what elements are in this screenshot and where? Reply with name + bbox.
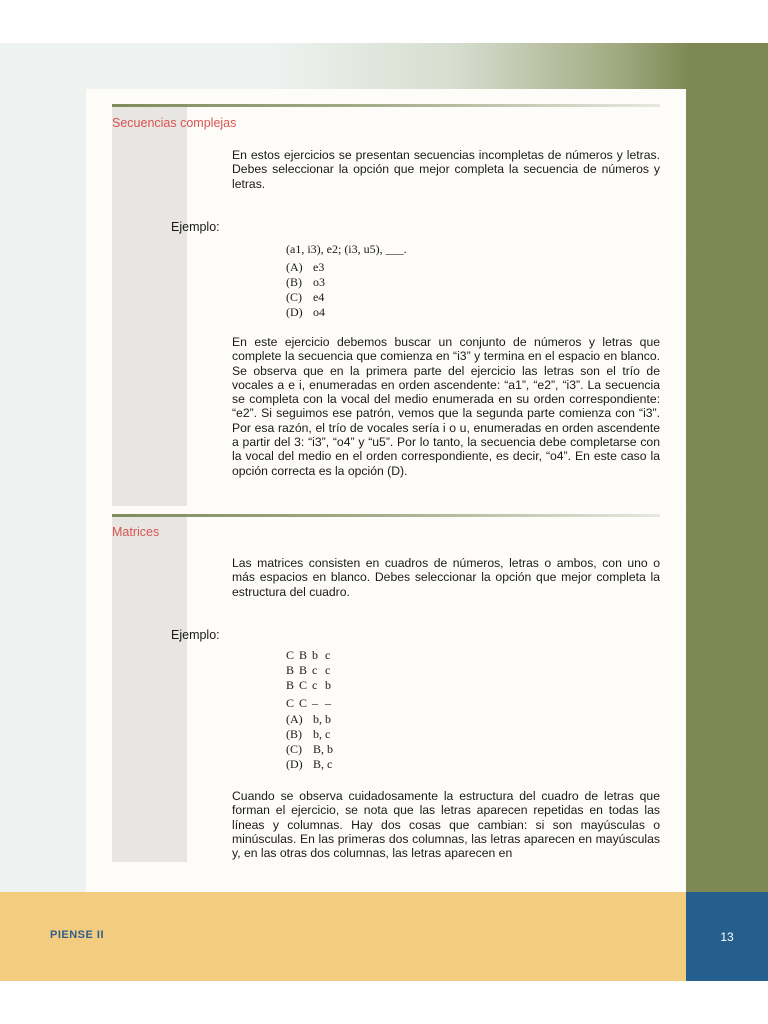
page-content — [86, 89, 686, 892]
section-divider — [112, 104, 660, 107]
example-label: Ejemplo: — [171, 628, 220, 642]
grid-row: B B c c — [286, 663, 331, 677]
sequence-expression: (a1, i3), e2; (i3, u5), ___. — [286, 242, 407, 256]
footer-title: PIENSE II — [50, 929, 105, 941]
option-item: (C) B, b — [286, 742, 334, 756]
page-number-text: 13 — [720, 929, 734, 944]
option-item: (D) o4 — [286, 305, 325, 319]
section-title-matrices: Matrices — [112, 525, 160, 539]
grid-row: C C – – — [286, 696, 331, 710]
intro-paragraph: Las matrices consisten en cuadros de números, letras o ambos, con uno o más espacios en blanco. Debes seleccionar la opción que mejor completa la estructura del cuadro. — [232, 556, 660, 599]
explanation-paragraph: Cuando se observa cuidadosamente la estructura del cuadro de letras que forman el ejercicio, se nota que las letras aparecen repetidas en todas las líneas y columnas. Hay dos cosas que cambian: si son mayúsculas o minúsculas. En las primeras dos columnas, las letras aparecen en mayúsculas y, en las otras dos columnas, las letras aparecen en — [232, 789, 660, 861]
option-item: (A) b, b — [286, 712, 331, 726]
option-item: (D) B, c — [286, 757, 333, 771]
section-divider — [112, 514, 660, 517]
section-title-secuencias: Secuencias complejas — [112, 116, 237, 130]
option-item: (A) e3 — [286, 260, 325, 274]
option-item: (B) b, c — [286, 727, 331, 741]
option-item: (B) o3 — [286, 275, 325, 289]
option-item: (C) e4 — [286, 290, 325, 304]
letter-grid — [286, 648, 338, 711]
options-list — [286, 260, 325, 320]
margin-strip — [112, 107, 187, 506]
explanation-paragraph: En este ejercicio debemos buscar un conjunto de números y letras que complete la secuencia que comienza en “i3” y termina en el espacio en blanco. Se observa que en la primera parte del ejercicio las letras son el trío de vocales a e i, enumeradas en orden ascendente: “a1”, “e2”, “i3”. La secuencia se completa con la vocal del medio enumerada en su orden correspondiente: “e2”. Si seguimos ese patrón, vemos que la segunda parte comienza con “i3”. Por esa razón, el trío de vocales sería i o u, enumeradas en orden ascendente a partir del 3: “i3”, “o4” y “u5”. Por lo tanto, la secuencia debe completarse con la vocal del medio en el orden correspondiente, es decir, “o4”. En este caso la opción correcta es la opción (D). — [232, 335, 660, 478]
options-list — [286, 712, 333, 772]
example-label: Ejemplo: — [171, 220, 220, 234]
margin-strip — [112, 517, 187, 862]
grid-row: B C c b — [286, 678, 331, 692]
page-number — [686, 892, 768, 981]
intro-paragraph: En estos ejercicios se presentan secuencias incompletas de números y letras. Debes seleccionar la opción que mejor completa la secuencia de números y letras. — [232, 148, 660, 191]
grid-row: C B b c — [286, 648, 331, 662]
